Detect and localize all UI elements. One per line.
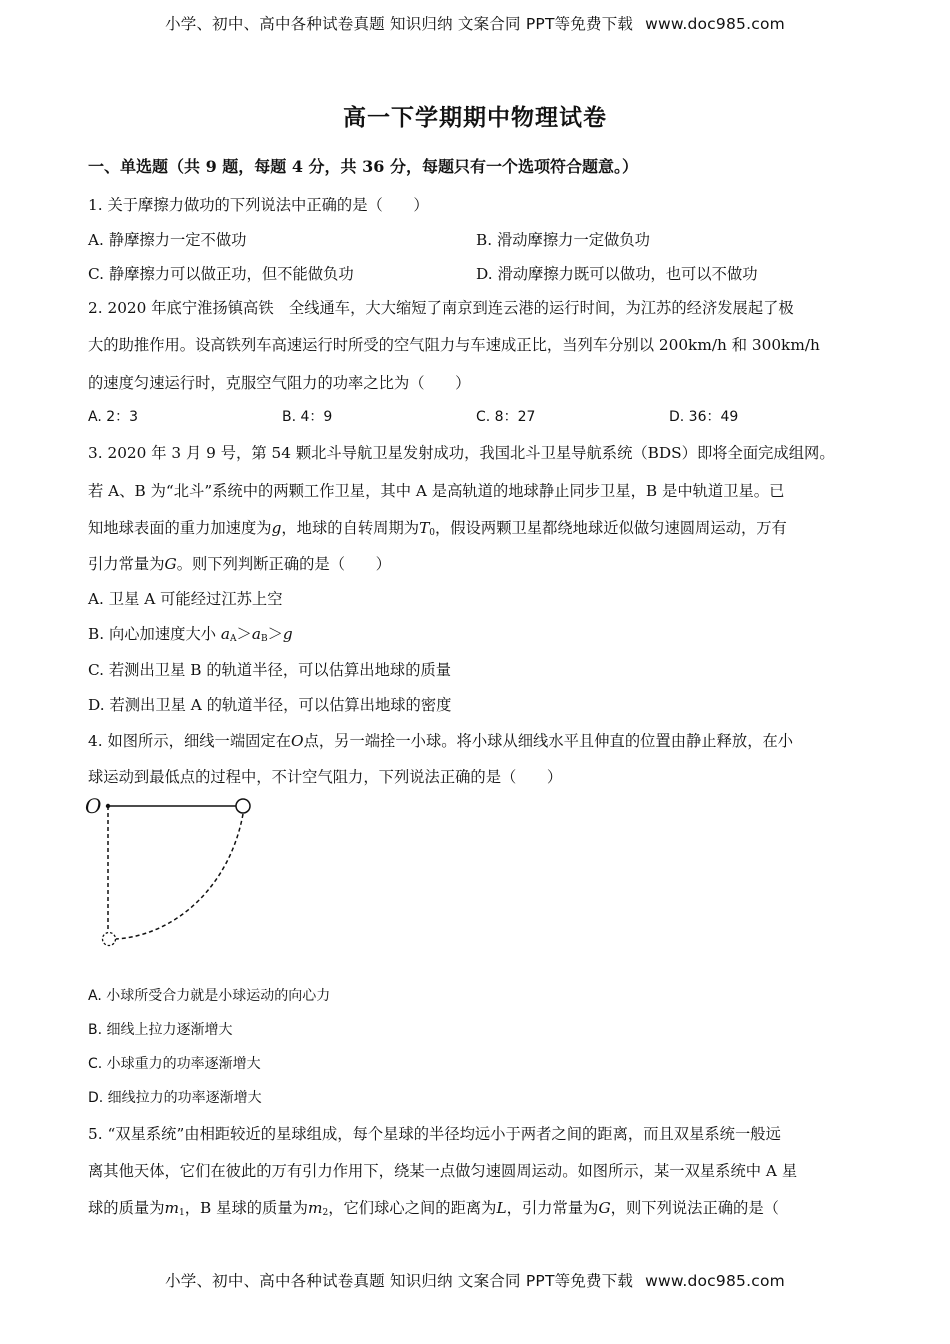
q2-option-d: D. 36：49 — [669, 409, 739, 425]
q1-stem: 1. 关于摩擦力做功的下列说法中正确的是（ ） — [88, 196, 429, 214]
q3-stem-line-4: 引力常量为G。则下列判断正确的是（ ） — [88, 555, 391, 573]
q1-option-a: A. 静摩擦力一定不做功 — [88, 231, 247, 249]
q3-stem-line-1: 3. 2020 年 3 月 9 号，第 54 颗北斗导航卫星发射成功，我国北斗卫星导航系统（BDS）即将全面完成组网。 — [88, 444, 835, 462]
q3-option-d: D. 若测出卫星 A 的轨道半径，可以估算出地球的密度 — [88, 696, 452, 714]
banner-text: 小学、初中、高中各种试卷真题 知识归纳 文案合同 PPT等免费下载 — [165, 1272, 634, 1290]
q3-option-c: C. 若测出卫星 B 的轨道半径，可以估算出地球的质量 — [88, 661, 452, 679]
q2-stem-line-3: 的速度匀速运行时，克服空气阻力的功率之比为（ ） — [88, 374, 471, 392]
q4-stem-line-2: 球运动到最低点的过程中，不计空气阻力，下列说法正确的是（ ） — [88, 768, 563, 786]
q5-stem-line-3: 球的质量为$m_1$，B 星球的质量为$m_2$，它们球心之间的距离为L，引力常量为G，则下列说法正确的是（ — [88, 1199, 779, 1218]
section-heading: 一、单选题（共 9 题，每题 4 分，共 36 分，每题只有一个选项符合题意。） — [88, 157, 638, 176]
q3-stem-line-3: 知地球表面的重力加速度为g，地球的自转周期为$T_0$，假设两颗卫星都绕地球近似做匀速圆周运动，万有 — [88, 519, 787, 538]
q5-stem-line-2: 离其他天体，它们在彼此的万有引力作用下，绕某一点做匀速圆周运动。如图所示，某一双星系统中 A 星 — [88, 1162, 798, 1180]
q2-option-c: C. 8：27 — [476, 409, 536, 425]
q2-stem-line-2: 大的助推作用。设高铁列车高速运行时所受的空气阻力与车速成正比，当列车分别以 200km/h 和 300km/h — [88, 336, 820, 354]
q5-stem-line-1: 5. “双星系统”由相距较近的星球组成，每个星球的半径均远小于两者之间的距离，而且双星系统一般远 — [88, 1125, 781, 1143]
ball-lowest — [103, 933, 116, 946]
trajectory-arc — [116, 814, 243, 939]
q4-stem-line-1: 4. 如图所示，细线一端固定在O点，另一端拴一小球。将小球从细线水平且伸直的位置由静止释放，在小 — [88, 732, 794, 750]
banner-url[interactable]: www.doc985.com — [645, 1272, 785, 1290]
pendulum-figure — [82, 790, 272, 955]
page-title: 高一下学期期中物理试卷 — [343, 104, 607, 131]
q1-option-c: C. 静摩擦力可以做正功，但不能做负功 — [88, 265, 354, 283]
q2-option-b: B. 4：9 — [282, 409, 333, 425]
banner-url[interactable]: www.doc985.com — [645, 15, 785, 33]
q2-stem-line-1: 2. 2020 年底宁淮扬镇高铁 全线通车，大大缩短了南京到连云港的运行时间，为江苏的经济发展起了极 — [88, 299, 794, 317]
q2-option-a: A. 2：3 — [88, 409, 139, 425]
q4-option-c: C. 小球重力的功率逐渐增大 — [88, 1056, 261, 1072]
figure-label-o: O — [85, 794, 102, 818]
header-banner — [0, 12, 950, 34]
q3-option-a: A. 卫星 A 可能经过江苏上空 — [88, 590, 283, 608]
q1-option-d: D. 滑动摩擦力既可以做功，也可以不做功 — [476, 265, 758, 283]
footer-banner — [0, 1269, 950, 1291]
q4-option-a: A. 小球所受合力就是小球运动的向心力 — [88, 988, 331, 1004]
q1-option-b: B. 滑动摩擦力一定做负功 — [476, 231, 650, 249]
q4-option-d: D. 细线拉力的功率逐渐增大 — [88, 1090, 262, 1106]
q3-option-b: B. 向心加速度大小 $a_A>a_B>g$ — [88, 625, 293, 644]
ball-start — [236, 799, 250, 813]
q3-stem-line-2: 若 A、B 为“北斗”系统中的两颗工作卫星，其中 A 是高轨道的地球静止同步卫星，B 是中轨道卫星。已 — [88, 482, 785, 500]
q4-option-b: B. 细线上拉力逐渐增大 — [88, 1022, 233, 1038]
banner-text: 小学、初中、高中各种试卷真题 知识归纳 文案合同 PPT等免费下载 — [165, 15, 634, 33]
